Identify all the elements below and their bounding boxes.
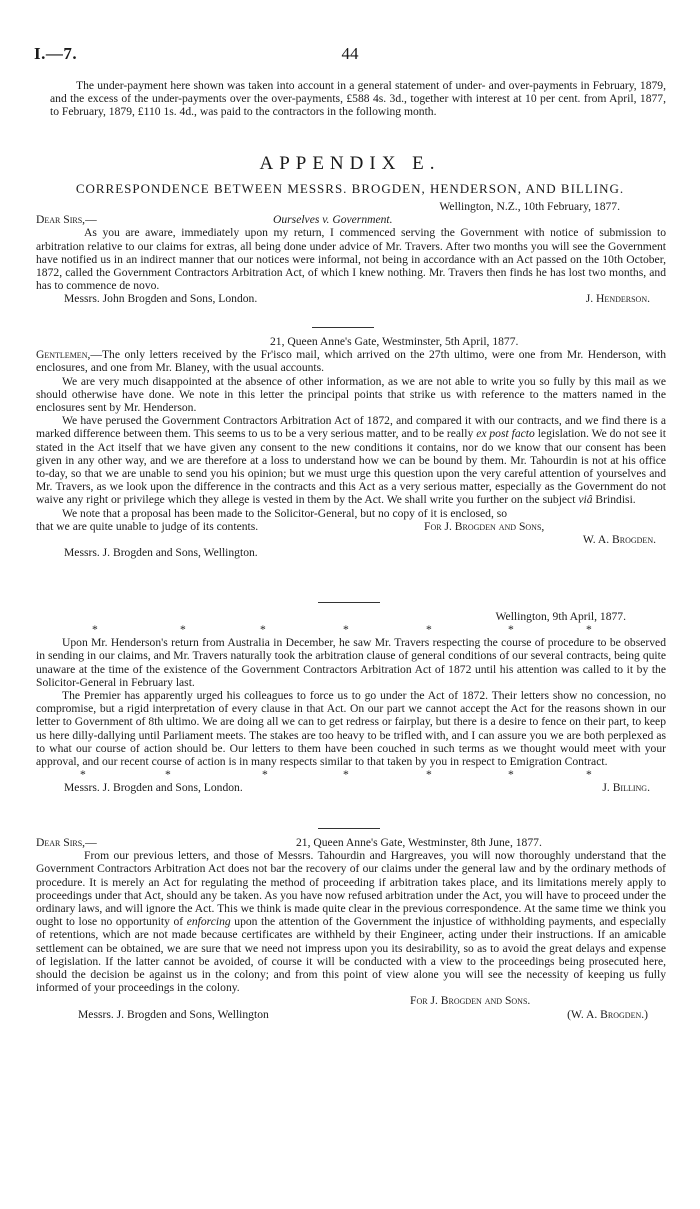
letter-place-date: 21, Queen Anne's Gate, Westminster, 8th June, 1877. <box>296 836 542 849</box>
letter-place-date: 21, Queen Anne's Gate, Westminster, 5th April, 1877. <box>270 335 519 348</box>
star: * <box>92 623 98 637</box>
letter-brogden-april <box>36 335 666 560</box>
section-divider <box>312 327 374 328</box>
letter-paragraph-end: Brindisi. <box>595 493 636 507</box>
appendix-title: APPENDIX E. <box>259 153 441 174</box>
star: * <box>426 623 432 637</box>
letter-addressee: Messrs. John Brogden and Sons, London. <box>64 292 258 306</box>
star: * <box>426 768 432 782</box>
letter-paragraph: We note that a proposal has been made to the Solicitor-General, but no copy of it is enclosed, so <box>62 506 508 520</box>
letter-place-date: Wellington, 9th April, 1877. <box>495 610 626 623</box>
letter-paragraph: that we are quite unable to judge of its contents. <box>36 519 259 533</box>
letter-paragraph: upon the attention of the Government the injustice of withholding payments, and especially of retentions, which are not made because certificates are withheld by their Engineer, acting under their instructions. If an amicable settlement can be obtained, we are sure that we need not impress upon you its desirability, so as to avoid the great delays and expense of legislation. If the latter cannot be avoided, of course it will be conducted with a view to the proceedings being prosecuted here, should the decision be against us in the colony; and from this point of view alone you will see the necessity of keeping us fully informed of your proceedings in the colony. <box>36 915 666 995</box>
section-divider <box>318 602 380 603</box>
page-number: 44 <box>341 44 359 63</box>
letter-subject: Ourselves v. Government. <box>273 213 393 227</box>
letter-signature: W. A. Brogden. <box>582 533 656 547</box>
document-reference: I.—7. <box>34 44 78 63</box>
page-header <box>34 44 666 64</box>
emphasis-word: enforcing <box>186 915 231 929</box>
letter-salutation: Dear Sirs,— <box>36 836 97 849</box>
star: * <box>165 768 171 782</box>
letter-signature: J. Henderson. <box>585 292 650 306</box>
star: * <box>260 623 266 637</box>
ellipsis-stars <box>50 623 666 636</box>
letter-addressee: Messrs. J. Brogden and Sons, Wellington <box>78 1007 269 1021</box>
letter-paragraph: We are very much disappointed at the absence of other information, as we are not able to write you so fully by this mail as we should otherwise have done. We note in this letter the principal points that strike us with reference to the matters named in the enclosures sent by Mr. Henderson. <box>36 374 666 414</box>
star: * <box>586 768 592 782</box>
letter-paragraph: Upon Mr. Henderson's return from Australia in December, he saw Mr. Travers respecting the course of procedure to be observed in sending in our claims, and Mr. Travers naturally took the arbitration clause of general conditions of our several contracts, being quite unaware at the time of the existence of the Government Contractors Arbitration Act of 1872 until his attention was called to it by the Solicitor-General in February last. <box>36 636 666 689</box>
via-word: viâ <box>578 493 593 507</box>
letter-billing <box>36 610 666 795</box>
letter-brogden-june <box>36 836 666 1021</box>
letter-paragraph: —The only letters received by the Fr'isco mail, which arrived on the 27th ultimo, were one from Mr. Henderson, with enclosures, and one from Mr. Blaney, with the usual accounts. <box>36 348 666 375</box>
letter-salutation: Gentlemen, <box>36 348 91 362</box>
letter-addressee: Messrs. J. Brogden and Sons, Wellington. <box>64 546 258 560</box>
intro-paragraph-block <box>50 79 666 119</box>
star: * <box>508 768 514 782</box>
letter-place-date: Wellington, N.Z., 10th February, 1877. <box>439 200 620 213</box>
letter-paragraph: We have perused the Government Contractors Arbitration Act of 1872, and compared it with our contracts, and we find there is a marked difference between them. This seems to us to be a very serious matter, and to be really <box>36 414 666 441</box>
letter-for-firm: For J. Brogden and Sons. <box>410 994 531 1008</box>
letter-for-firm: For J. Brogden and Sons, <box>424 519 545 533</box>
star: * <box>262 768 268 782</box>
appendix-subtitle: CORRESPONDENCE BETWEEN MESSRS. BROGDEN, HENDERSON, AND BILLING. <box>75 181 625 196</box>
letter-signature: J. Billing. <box>602 781 650 795</box>
star: * <box>343 623 349 637</box>
star: * <box>80 768 86 782</box>
letter-paragraph: legislation. We do not see it stated in the Act itself that we have given any consent to the new conditions it contains, nor do we know that our consent has been given in any other way, and we are therefore at a loss to understand how we can be bound by them. Mr. Tahourdin is not at his office to-day, so that we are unable to send you his opinion; but we must urge this question upon the very careful attention of yourselves and Mr. Travers, as we look upon the difference in the contracts and this Act as a very serious matter, especially as the Government do not waive any right or privilege which they allege is vested in them by the Act. We shall write you further on the subject <box>36 427 666 507</box>
star: * <box>343 768 349 782</box>
letter-body: As you are aware, immediately upon my return, I commenced serving the Government with notice of submission to arbitration relative to our claims for extras, all being done under advice of Mr. Travers. After two months you will see the Government have notified us in an indirect manner that our notices were informal, not being in accordance with an Act passed on the 10th October, 1872, called the Government Contractors Arbitration Act, of which I knew nothing. Mr. Travers then finds he has lost two months, and has to commence de novo. <box>36 226 666 293</box>
letter-paragraph: From our previous letters, and those of Messrs. Tahourdin and Hargreaves, you will now thoroughly understand that the Government Contractors Arbitration Act does not bar the recovery of our claims under the general law and by the ordinary methods of procedure. It is merely an Act for regulating the method of proceeding if arbitration takes place, and its limitations merely apply to proceedings under that Act, should any be taken. As you have now refused arbitration under the Act, you will have to proceed under the ordinary laws, and will ignore the Act. This we think is made quite clear in the previous correspondence. At the same time we think you ought to lose no opportunity of <box>36 849 666 929</box>
section-divider <box>318 828 380 829</box>
intro-paragraph: The under-payment here shown was taken into account in a general statement of under- and over-payments in February, 1879, and the excess of the under-payments over the over-payments, £588 4s. 3d., together with interest at 10 per cent. from April, 1877, to February, 1879, £110 1s. 4d., was paid to the contractors in the following month. <box>50 79 666 119</box>
letter-addressee: Messrs. J. Brogden and Sons, London. <box>64 781 243 795</box>
letter-salutation: Dear Sirs,— <box>36 213 97 227</box>
letter-signature: (W. A. Brogden.) <box>567 1007 648 1021</box>
letter-paragraph: The Premier has apparently urged his colleagues to force us to go under the Act of 1872. Their letters show no concession, no compromise, but a rigid interpretation of every clause in that Act. On our part we cannot accept the Act for the reasons shown in our letter to Government of 8th ultimo. We are doing all we can to get redress or fairplay, but there is a desire to fence on their part, to keep us here dilly-dallying until Parliament meets. The stakes are too heavy to be trifled with, and I can assure you we are both perplexed as to what our course of action should be. Our letters to them have been couched in such terms as we thought would meet with your approval, and our recent course of action is in many respects similar to that taken by you in respect to Emigration Contract. <box>36 689 666 769</box>
latin-phrase: ex post facto <box>476 427 535 441</box>
star: * <box>586 623 592 637</box>
star: * <box>508 623 514 637</box>
letter-henderson <box>36 200 666 306</box>
ellipsis-stars <box>50 768 666 781</box>
star: * <box>180 623 186 637</box>
